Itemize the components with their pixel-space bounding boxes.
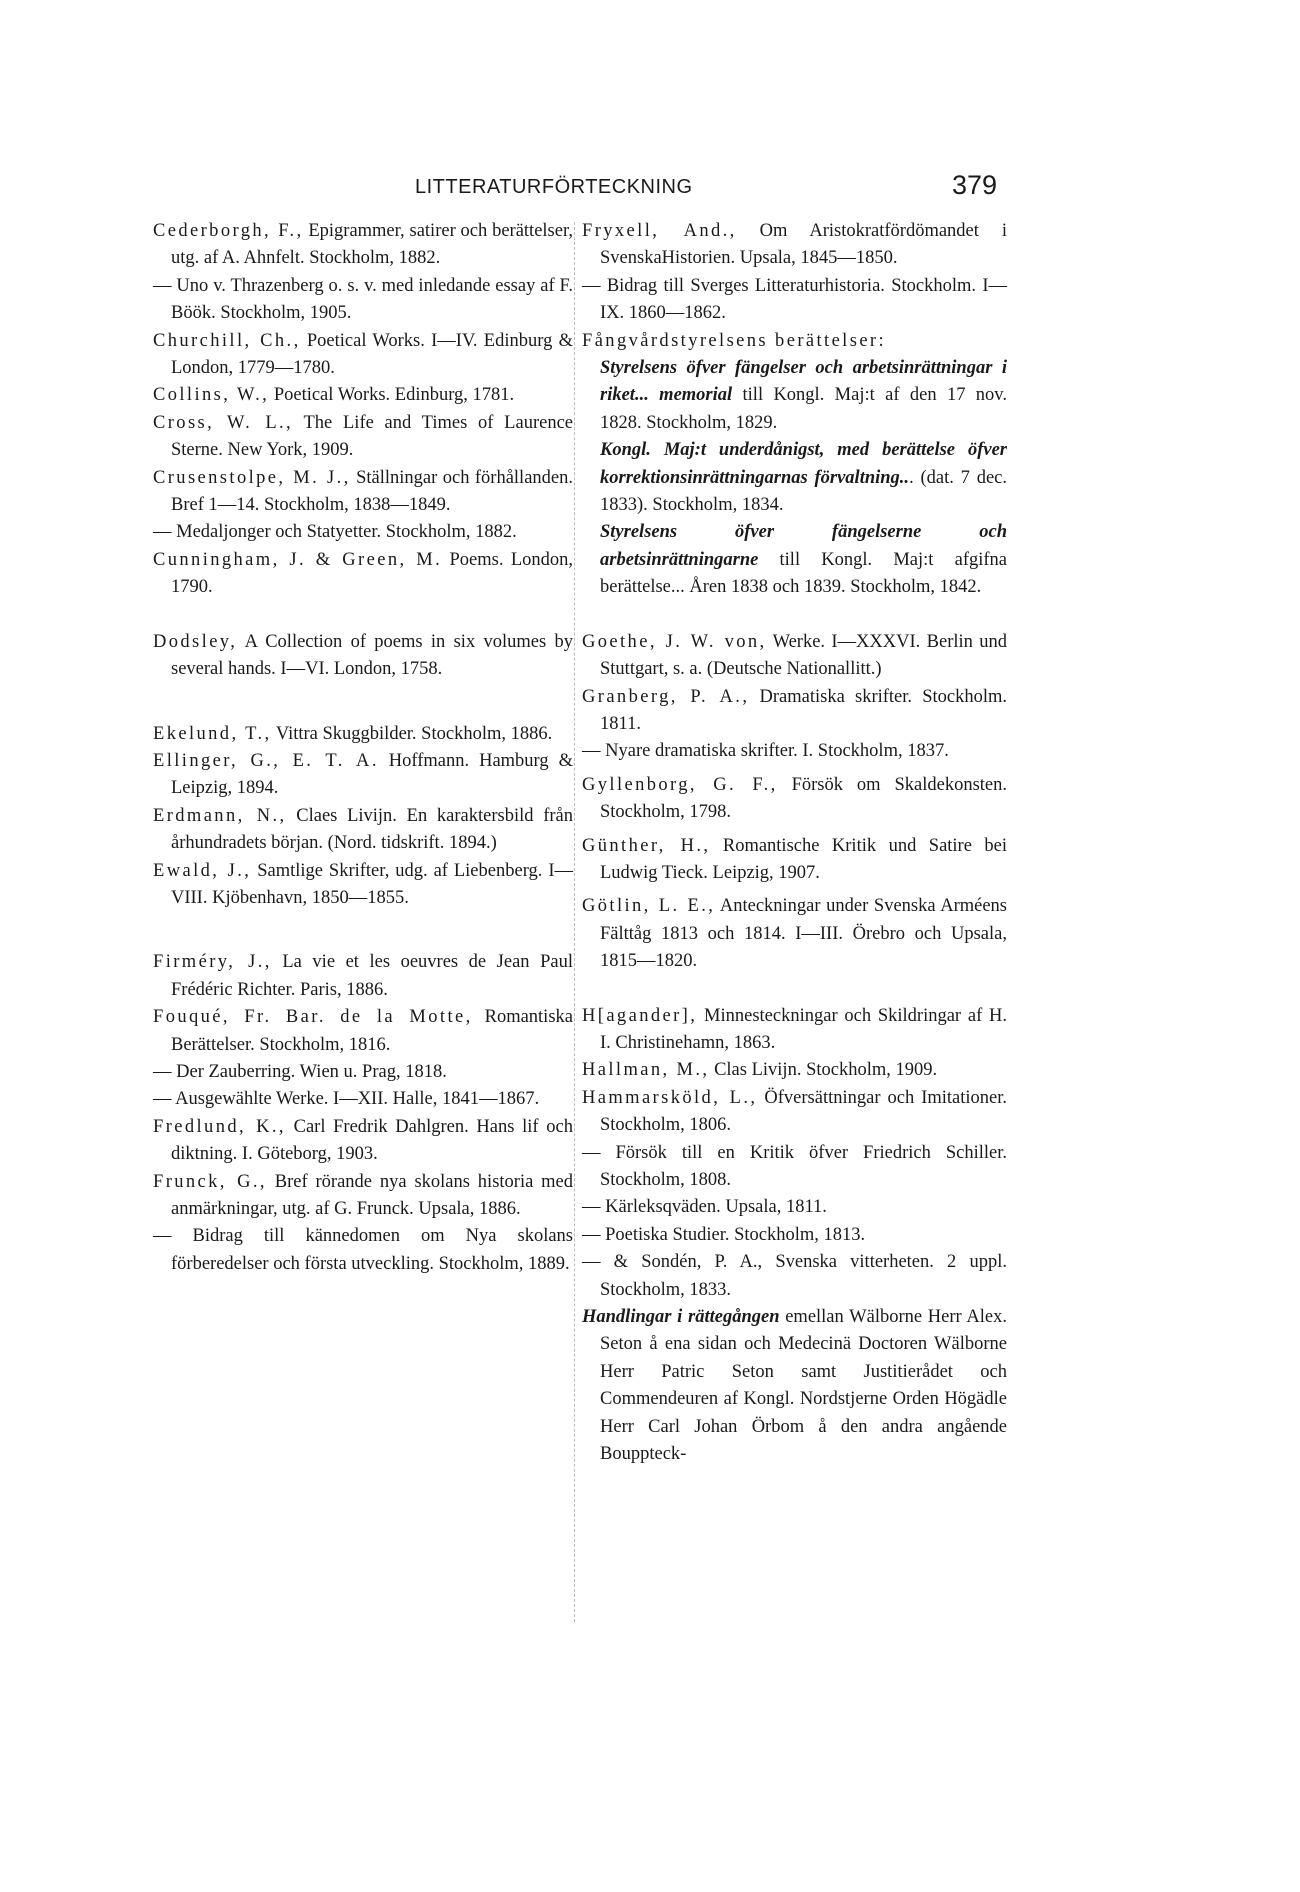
entry-text: Romantische Kritik und Satire bei Ludwig Tieck. Leipzig, 1907. — [600, 835, 1007, 883]
bibliography-entry — [153, 858, 573, 913]
bibliography-entry — [153, 1059, 573, 1086]
entry-author: Granberg, P. A., — [582, 686, 750, 707]
bibliography-entry — [582, 1140, 1007, 1195]
entry-text: — Nyare dramatiska skrifter. I. Stockholm, 1837. — [582, 741, 949, 762]
bibliography-entry — [153, 629, 573, 684]
entry-text: — Der Zauberring. Wien u. Prag, 1818. — [153, 1061, 447, 1082]
entry-author: Ellinger, G., E. T. A. — [153, 750, 379, 771]
entry-author: Hammarsköld, L., — [582, 1087, 758, 1108]
entry-text: — Medaljonger och Statyetter. Stockholm, 1882. — [153, 522, 517, 543]
entry-text: The Life and Times of Laurence Sterne. New York, 1909. — [171, 412, 573, 461]
entry-text: Dramatiska skrifter. Stockholm. 1811. — [600, 686, 1007, 734]
bibliography-entry — [153, 465, 573, 520]
bibliography-entry — [153, 273, 573, 328]
entry-text: — Poetiska Studier. Stockholm, 1813. — [582, 1224, 866, 1245]
entry-text: Vittra Skuggbilder. Stockholm, 1886. — [271, 723, 553, 744]
bibliography-entry — [153, 519, 573, 546]
bibliography-entry — [582, 273, 1007, 328]
entry-text: Romantiska Berättelser. Stockholm, 1816. — [171, 1007, 573, 1055]
sub-entry — [582, 519, 1007, 601]
bibliography-entry — [582, 684, 1007, 739]
bibliography-entry — [153, 218, 573, 273]
entry-author: Firméry, J., — [153, 952, 272, 973]
page-header — [153, 170, 997, 214]
bibliography-entry — [153, 328, 573, 383]
entry-text: — Bidrag till Sverges Litteraturhistoria. Stockholm. I—IX. 1860—1862. — [582, 275, 1007, 324]
entry-text: A Collection of poems in six volumes by several hands. I—VI. London, 1758. — [171, 631, 573, 680]
bibliography-entry — [582, 1304, 1007, 1468]
entry-text: Försök om Skaldekonsten. Stockholm, 1798. — [600, 774, 1007, 823]
entry-text: Epigrammer, satirer och berättelser, utg. af A. Ahnfelt. Stockholm, 1882. — [171, 221, 574, 269]
entry-text: — Ausgewählte Werke. I—XII. Halle, 1841—1867. — [153, 1089, 540, 1110]
entry-text: — & Sondén, P. A., Svenska vitterheten. 2 uppl. Stockholm, 1833. — [582, 1252, 1007, 1300]
bibliography-entry — [153, 1114, 573, 1169]
bibliography-entry — [582, 893, 1007, 975]
entry-author: Günther, H., — [582, 835, 711, 856]
entry-text: . (dat. 7 dec. 1833). Stockholm, 1834. — [600, 467, 1008, 516]
entry-author: Cederborgh, F., — [153, 221, 304, 241]
entry-author: Collins, W., — [153, 385, 270, 406]
entry-author: H[agander], — [582, 1005, 698, 1026]
right-column — [582, 218, 1007, 1468]
entry-author: Fredlund, K., — [153, 1116, 286, 1137]
entry-author: Cross, W. L., — [153, 412, 294, 433]
entry-italic-title: Handlingar i rättegången — [582, 1307, 780, 1328]
entry-author: Fouqué, Fr. Bar. de la Motte, — [153, 1007, 473, 1028]
bibliography-entry — [582, 1249, 1007, 1304]
entry-author: Ekelund, T., — [153, 723, 272, 744]
entry-text: — Bidrag till kännedomen om Nya skolans förberedelser och första utveckling. Stockholm, 1889. — [153, 1226, 573, 1274]
entry-text: — Kärleksqväden. Upsala, 1811. — [582, 1197, 827, 1218]
entry-author: Dodsley, — [153, 631, 238, 652]
bibliography-entry — [153, 949, 573, 1004]
bibliography-entry — [153, 382, 573, 409]
entry-author: Cunningham, J. & Green, M. — [153, 549, 443, 570]
entry-text: — Uno v. Thrazenberg o. s. v. med inledande essay af F. Böök. Stockholm, 1905. — [153, 275, 573, 324]
entry-author: Goethe, J. W. von, — [582, 631, 767, 652]
bibliography-entry — [582, 629, 1007, 684]
entry-text: Carl Fredrik Dahlgren. Hans lif och diktning. I. Göteborg, 1903. — [171, 1116, 573, 1165]
left-column — [153, 218, 573, 1278]
bibliography-entry — [582, 1194, 1007, 1221]
bibliography-entry — [582, 772, 1007, 827]
entry-text: Poems. London, 1790. — [171, 549, 573, 598]
entry-author: Frunck, G., — [153, 1171, 267, 1192]
entry-text: till Kongl. Maj:t af den 17 nov. 1828. Stockholm, 1829. — [600, 385, 1007, 433]
bibliography-entry — [153, 547, 573, 602]
entry-text: Ställningar och förhållanden. Bref 1—14. Stockholm, 1838—1849. — [171, 467, 573, 516]
sub-entry — [582, 437, 1007, 519]
bibliography-entry — [582, 218, 1007, 273]
entry-text: Poetical Works. Edinburg, 1781. — [269, 385, 515, 406]
entry-text: — Försök till en Kritik öfver Friedrich Schiller. Stockholm, 1808. — [582, 1142, 1007, 1190]
entry-author: Fryxell, And., — [582, 221, 737, 241]
entry-italic-title: Kongl. Maj:t underdånigst, med berättelse öfver korrektionsinrättningarnas förvaltning.. — [600, 440, 1007, 488]
entry-text: Minnesteckningar och Skildringar af H. I. Christinehamn, 1863. — [600, 1005, 1007, 1053]
entry-text: Anteckningar under Svenska Arméens Fälttåg 1813 och 1814. I—III. Örebro och Upsala, 1815—1820. — [600, 896, 1007, 972]
bibliography-entry — [582, 1057, 1007, 1084]
bibliography-entry — [153, 410, 573, 465]
bibliography-entry — [153, 1223, 573, 1278]
entry-italic-title: Styrelsens öfver fängelserne och arbetsinrättningarne — [600, 522, 1007, 570]
entry-text: till Kongl. Maj:t afgifna berättelse... Åren 1838 och 1839. Stockholm, 1842. — [600, 549, 1007, 598]
bibliography-entry — [153, 803, 573, 858]
entry-text: emellan Wälborne Herr Alex. Seton å ena sidan och Medecinä Doctoren Wälborne Herr Patric Seton samt Justitierådet och Commendeuren af Kongl. Nordstjerne Orden Högädle Herr Carl Johan Örbom å den andra angående Bouppteck- — [600, 1307, 1007, 1465]
sub-entry — [582, 355, 1007, 437]
entry-text: La vie et les oeuvres de Jean Paul Frédéric Richter. Paris, 1886. — [171, 952, 573, 1000]
entry-author: Fångvårdstyrelsens berättelser: — [582, 330, 887, 351]
entry-author: Erdmann, N., — [153, 805, 287, 826]
entry-text: Samtlige Skrifter, udg. af Liebenberg. I—VIII. Kjöbenhavn, 1850—1855. — [171, 860, 573, 908]
entry-author: Churchill, Ch., — [153, 330, 301, 351]
bibliography-entry — [153, 1086, 573, 1113]
entry-author: Hallman, M., — [582, 1060, 710, 1081]
entry-text: Hoffmann. Hamburg & Leipzig, 1894. — [171, 750, 573, 799]
entry-text: Öfversättningar och Imitationer. Stockholm, 1806. — [600, 1087, 1007, 1136]
entry-text: Poetical Works. I—IV. Edinburg & London, 1779—1780. — [171, 330, 573, 379]
bibliography-entry — [153, 1169, 573, 1224]
bibliography-entry — [153, 1004, 573, 1059]
entry-text: Claes Livijn. En karaktersbild från århundradets början. (Nord. tidskrift. 1894.) — [171, 805, 573, 854]
page-number: 379 — [951, 170, 997, 200]
bibliography-entry — [582, 833, 1007, 888]
entry-text: Clas Livijn. Stockholm, 1909. — [709, 1060, 938, 1081]
entry-text: Bref rörande nya skolans historia med anmärkningar, utg. af G. Frunck. Upsala, 1886. — [171, 1171, 574, 1219]
bibliography-entry — [582, 1003, 1007, 1058]
bibliography-entry — [582, 1222, 1007, 1249]
entry-author: Crusenstolpe, M. J., — [153, 467, 351, 488]
entry-author: Gyllenborg, G. F., — [582, 774, 778, 795]
column-divider — [574, 222, 575, 1622]
entry-author: Götlin, L. E., — [582, 896, 716, 917]
bibliography-entry — [153, 721, 573, 748]
running-title: LITTERATURFÖRTECKNING — [415, 176, 693, 198]
entry-author: Ewald, J., — [153, 860, 252, 881]
bibliography-entry — [153, 748, 573, 803]
entry-text: Werke. I—XXXVI. Berlin und Stuttgart, s. a. (Deutsche Nationallitt.) — [600, 631, 1007, 680]
entry-italic-title: Styrelsens öfver fängelser och arbetsinrättningar i riket... memorial — [600, 358, 1007, 406]
bibliography-entry — [582, 738, 1007, 765]
entry-text: Om Aristokratfördömandet i SvenskaHistorien. Upsala, 1845—1850. — [600, 221, 1007, 269]
bibliography-entry — [582, 1085, 1007, 1140]
bibliography-entry — [582, 328, 1007, 355]
